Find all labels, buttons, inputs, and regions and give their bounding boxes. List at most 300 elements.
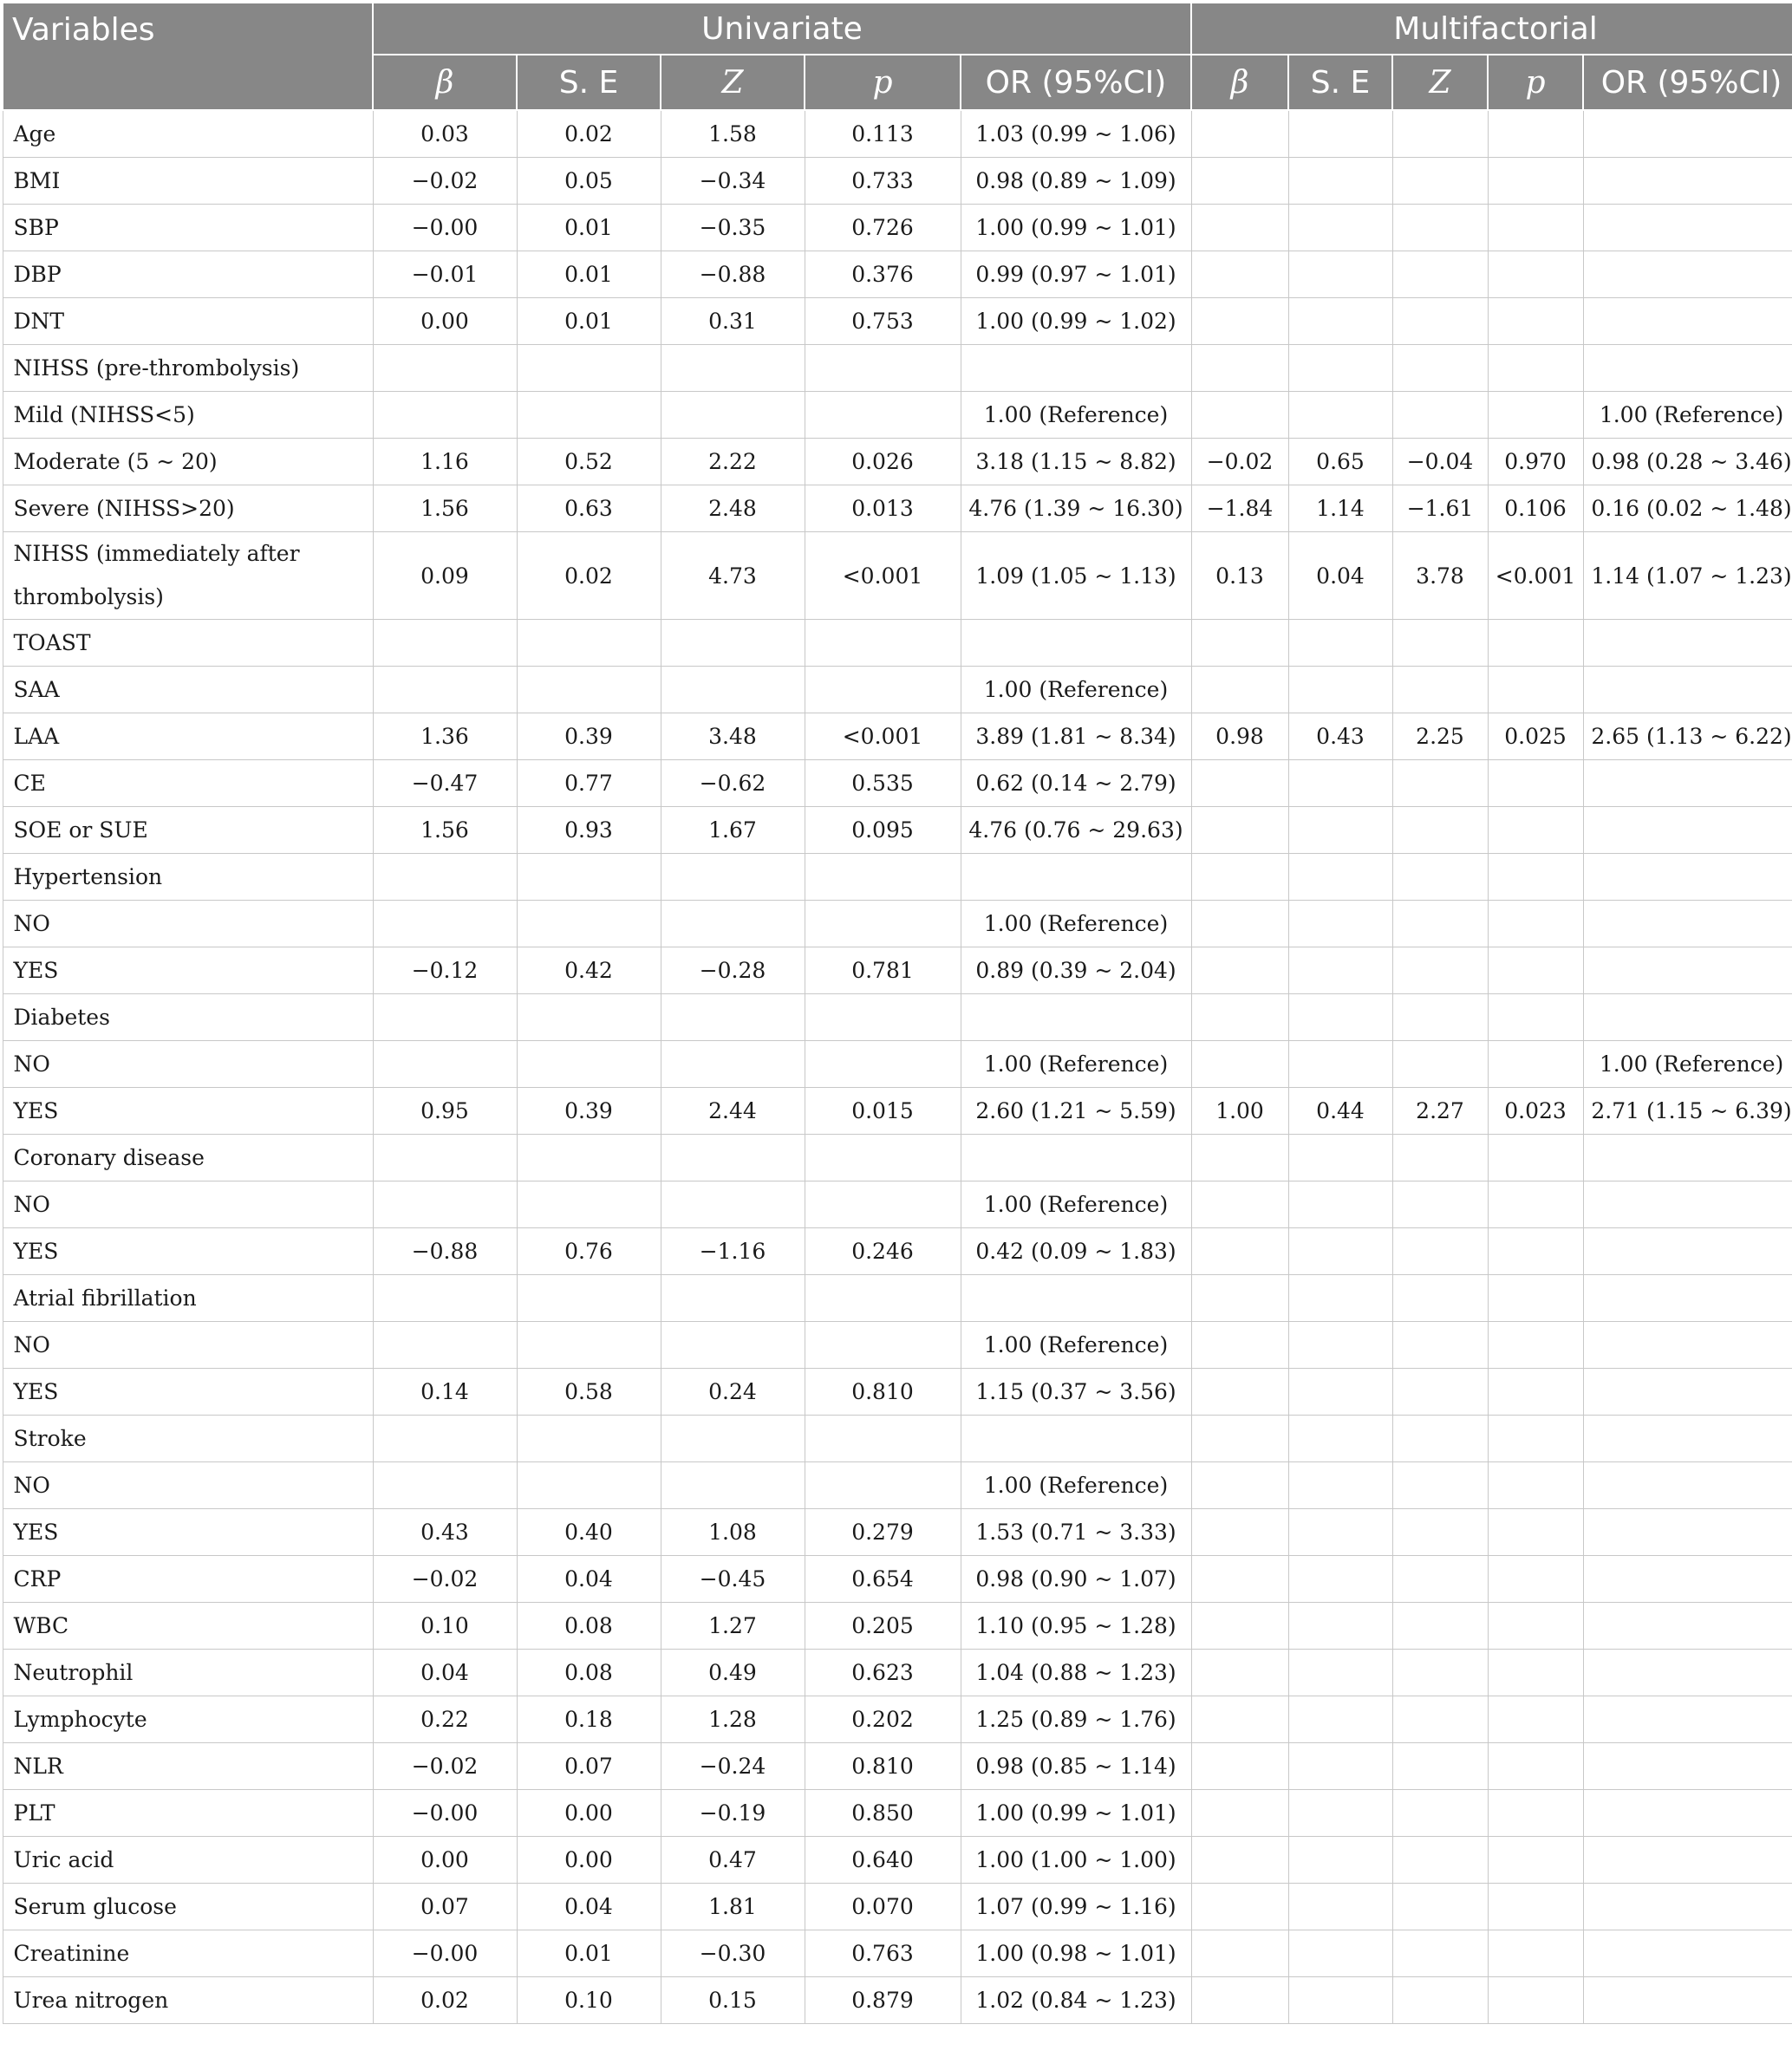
cell-uni-se	[517, 1041, 661, 1088]
cell-uni-beta: 0.00	[373, 298, 517, 345]
cell-uni-beta: −0.47	[373, 760, 517, 807]
cell-variable: Severe (NIHSS>20)	[3, 485, 373, 532]
cell-multi-or: 2.71 (1.15 ~ 6.39)	[1583, 1088, 1792, 1135]
cell-multi-p	[1488, 1930, 1583, 1977]
cell-multi-se	[1288, 947, 1392, 994]
cell-uni-or: 1.00 (Reference)	[961, 901, 1191, 947]
table-row	[3, 1228, 1792, 1275]
cell-uni-p: <0.001	[805, 713, 961, 760]
cell-multi-or	[1583, 1228, 1792, 1275]
cell-variable: NIHSS (immediately after thrombolysis)	[3, 532, 373, 620]
cell-uni-beta: −0.02	[373, 1743, 517, 1790]
cell-multi-z	[1392, 1416, 1488, 1462]
cell-multi-z	[1392, 1369, 1488, 1416]
cell-multi-se	[1288, 1977, 1392, 2024]
cell-uni-or: 1.00 (Reference)	[961, 1181, 1191, 1228]
table-row	[3, 485, 1792, 532]
cell-uni-z: −0.62	[661, 760, 805, 807]
cell-multi-p	[1488, 1837, 1583, 1884]
cell-uni-beta: −0.88	[373, 1228, 517, 1275]
cell-uni-se	[517, 1135, 661, 1181]
cell-uni-beta: −0.02	[373, 158, 517, 205]
cell-variable: NO	[3, 1322, 373, 1369]
cell-uni-beta: −0.00	[373, 1790, 517, 1837]
cell-multi-z: −0.04	[1392, 439, 1488, 485]
cell-uni-or: 3.18 (1.15 ~ 8.82)	[961, 439, 1191, 485]
header-multifactorial: Multifactorial	[1191, 3, 1792, 55]
cell-uni-z: 0.47	[661, 1837, 805, 1884]
cell-uni-beta: 0.95	[373, 1088, 517, 1135]
cell-uni-se	[517, 1462, 661, 1509]
cell-uni-or: 1.09 (1.05 ~ 1.13)	[961, 532, 1191, 620]
cell-uni-or: 1.00 (Reference)	[961, 1322, 1191, 1369]
cell-uni-z	[661, 620, 805, 667]
cell-multi-z	[1392, 667, 1488, 713]
cell-uni-or: 1.00 (0.99 ~ 1.02)	[961, 298, 1191, 345]
cell-multi-p	[1488, 667, 1583, 713]
cell-multi-or	[1583, 1790, 1792, 1837]
table-row	[3, 1650, 1792, 1696]
cell-uni-se: 0.04	[517, 1556, 661, 1603]
cell-multi-p	[1488, 1275, 1583, 1322]
cell-multi-se	[1288, 1462, 1392, 1509]
cell-multi-p	[1488, 901, 1583, 947]
cell-uni-se: 0.04	[517, 1884, 661, 1930]
cell-multi-beta	[1191, 158, 1288, 205]
cell-multi-z	[1392, 1977, 1488, 2024]
cell-uni-beta: 0.09	[373, 532, 517, 620]
cell-multi-z	[1392, 1462, 1488, 1509]
cell-uni-se: 0.39	[517, 713, 661, 760]
col-uni-beta: β	[373, 55, 517, 110]
cell-multi-z: 3.78	[1392, 532, 1488, 620]
cell-uni-p	[805, 1416, 961, 1462]
cell-multi-se	[1288, 807, 1392, 854]
cell-multi-p: 0.970	[1488, 439, 1583, 485]
cell-uni-z: 3.48	[661, 713, 805, 760]
cell-uni-p: 0.623	[805, 1650, 961, 1696]
cell-multi-or: 0.98 (0.28 ~ 3.46)	[1583, 439, 1792, 485]
cell-multi-or	[1583, 110, 1792, 158]
cell-uni-p: 0.753	[805, 298, 961, 345]
cell-multi-beta	[1191, 1650, 1288, 1696]
cell-uni-or: 1.25 (0.89 ~ 1.76)	[961, 1696, 1191, 1743]
cell-uni-z: 1.08	[661, 1509, 805, 1556]
cell-multi-se	[1288, 1369, 1392, 1416]
table-row	[3, 439, 1792, 485]
cell-uni-z: 2.22	[661, 439, 805, 485]
cell-uni-z: −0.35	[661, 205, 805, 251]
cell-uni-beta	[373, 854, 517, 901]
table-row	[3, 713, 1792, 760]
cell-uni-z: 1.67	[661, 807, 805, 854]
table-row	[3, 1696, 1792, 1743]
cell-uni-or: 1.00 (Reference)	[961, 1041, 1191, 1088]
cell-uni-or: 0.98 (0.90 ~ 1.07)	[961, 1556, 1191, 1603]
cell-uni-se: 0.02	[517, 532, 661, 620]
cell-uni-p: 0.850	[805, 1790, 961, 1837]
cell-multi-z	[1392, 1135, 1488, 1181]
cell-uni-se	[517, 901, 661, 947]
cell-multi-p	[1488, 947, 1583, 994]
table-row	[3, 1884, 1792, 1930]
cell-multi-se	[1288, 854, 1392, 901]
cell-uni-se: 0.93	[517, 807, 661, 854]
cell-multi-p	[1488, 807, 1583, 854]
cell-uni-se	[517, 345, 661, 392]
table-row	[3, 532, 1792, 620]
cell-multi-p	[1488, 620, 1583, 667]
cell-uni-p	[805, 620, 961, 667]
cell-uni-z: 0.15	[661, 1977, 805, 2024]
cell-uni-p: 0.879	[805, 1977, 961, 2024]
cell-multi-se	[1288, 1930, 1392, 1977]
cell-uni-p	[805, 345, 961, 392]
cell-uni-z	[661, 1041, 805, 1088]
cell-multi-se	[1288, 620, 1392, 667]
cell-variable: WBC	[3, 1603, 373, 1650]
table-row	[3, 158, 1792, 205]
cell-multi-or	[1583, 1135, 1792, 1181]
cell-multi-p	[1488, 1041, 1583, 1088]
cell-uni-z: −0.28	[661, 947, 805, 994]
cell-variable: NO	[3, 1462, 373, 1509]
cell-multi-beta	[1191, 298, 1288, 345]
cell-multi-beta	[1191, 1930, 1288, 1977]
cell-uni-z	[661, 1181, 805, 1228]
cell-uni-se: 0.00	[517, 1837, 661, 1884]
cell-multi-beta: 0.98	[1191, 713, 1288, 760]
table-row	[3, 1930, 1792, 1977]
col-multi-or: OR (95%CI)	[1583, 55, 1792, 110]
cell-multi-p	[1488, 1369, 1583, 1416]
col-multi-beta: β	[1191, 55, 1288, 110]
cell-uni-p	[805, 994, 961, 1041]
table-row	[3, 760, 1792, 807]
cell-multi-z	[1392, 158, 1488, 205]
cell-multi-or	[1583, 667, 1792, 713]
cell-multi-p	[1488, 1509, 1583, 1556]
cell-uni-or: 1.00 (Reference)	[961, 667, 1191, 713]
cell-uni-z: −0.45	[661, 1556, 805, 1603]
cell-variable: YES	[3, 1088, 373, 1135]
cell-uni-p	[805, 854, 961, 901]
cell-multi-z	[1392, 1603, 1488, 1650]
cell-uni-p	[805, 901, 961, 947]
cell-multi-or	[1583, 1603, 1792, 1650]
cell-uni-z: 1.81	[661, 1884, 805, 1930]
cell-multi-se	[1288, 667, 1392, 713]
cell-uni-p: 0.810	[805, 1369, 961, 1416]
cell-multi-se	[1288, 251, 1392, 298]
header-univariate: Univariate	[373, 3, 1191, 55]
cell-multi-z	[1392, 1743, 1488, 1790]
table-row	[3, 1181, 1792, 1228]
cell-uni-or: 4.76 (0.76 ~ 29.63)	[961, 807, 1191, 854]
cell-variable: DNT	[3, 298, 373, 345]
cell-multi-z	[1392, 1556, 1488, 1603]
cell-multi-beta	[1191, 1884, 1288, 1930]
cell-multi-z	[1392, 1228, 1488, 1275]
cell-multi-se	[1288, 1041, 1392, 1088]
cell-uni-or: 0.98 (0.85 ~ 1.14)	[961, 1743, 1191, 1790]
cell-multi-se	[1288, 205, 1392, 251]
cell-uni-se: 0.52	[517, 439, 661, 485]
cell-variable: CRP	[3, 1556, 373, 1603]
cell-uni-or: 1.00 (Reference)	[961, 1462, 1191, 1509]
cell-multi-beta	[1191, 1322, 1288, 1369]
cell-uni-p: 0.015	[805, 1088, 961, 1135]
cell-multi-se: 0.04	[1288, 532, 1392, 620]
cell-multi-beta	[1191, 854, 1288, 901]
cell-multi-or	[1583, 1650, 1792, 1696]
cell-uni-z: −0.88	[661, 251, 805, 298]
table-row	[3, 298, 1792, 345]
cell-uni-p: 0.781	[805, 947, 961, 994]
cell-multi-or	[1583, 1884, 1792, 1930]
cell-uni-se: 0.63	[517, 485, 661, 532]
cell-multi-beta	[1191, 807, 1288, 854]
cell-uni-beta: 1.16	[373, 439, 517, 485]
table-row	[3, 994, 1792, 1041]
cell-uni-p: 0.095	[805, 807, 961, 854]
cell-uni-se	[517, 1322, 661, 1369]
table-row	[3, 807, 1792, 854]
cell-multi-z	[1392, 1790, 1488, 1837]
cell-uni-se	[517, 667, 661, 713]
cell-uni-beta: 0.22	[373, 1696, 517, 1743]
cell-uni-beta	[373, 1275, 517, 1322]
cell-multi-p: 0.023	[1488, 1088, 1583, 1135]
cell-variable: SOE or SUE	[3, 807, 373, 854]
cell-uni-z	[661, 667, 805, 713]
cell-multi-or	[1583, 1416, 1792, 1462]
table-row	[3, 854, 1792, 901]
cell-multi-se	[1288, 1650, 1392, 1696]
cell-uni-beta: 1.56	[373, 807, 517, 854]
cell-multi-or: 1.00 (Reference)	[1583, 1041, 1792, 1088]
col-multi-se: S. E	[1288, 55, 1392, 110]
cell-uni-beta	[373, 345, 517, 392]
cell-uni-se: 0.07	[517, 1743, 661, 1790]
cell-uni-p	[805, 667, 961, 713]
cell-multi-p	[1488, 1462, 1583, 1509]
cell-variable: Uric acid	[3, 1837, 373, 1884]
cell-variable: YES	[3, 1228, 373, 1275]
cell-uni-beta: 0.03	[373, 110, 517, 158]
cell-multi-beta	[1191, 345, 1288, 392]
cell-uni-z	[661, 1322, 805, 1369]
cell-uni-p: 0.013	[805, 485, 961, 532]
cell-multi-z	[1392, 251, 1488, 298]
table-row	[3, 667, 1792, 713]
cell-uni-z: −1.16	[661, 1228, 805, 1275]
cell-multi-z	[1392, 1181, 1488, 1228]
cell-multi-beta	[1191, 1696, 1288, 1743]
cell-uni-z: 2.48	[661, 485, 805, 532]
cell-multi-or: 0.16 (0.02 ~ 1.48)	[1583, 485, 1792, 532]
cell-multi-se	[1288, 1743, 1392, 1790]
cell-multi-beta	[1191, 1041, 1288, 1088]
cell-variable: Coronary disease	[3, 1135, 373, 1181]
cell-variable: Creatinine	[3, 1930, 373, 1977]
cell-multi-beta	[1191, 947, 1288, 994]
cell-multi-se	[1288, 1884, 1392, 1930]
cell-variable: NO	[3, 1041, 373, 1088]
cell-uni-p	[805, 1275, 961, 1322]
cell-multi-or: 1.14 (1.07 ~ 1.23)	[1583, 532, 1792, 620]
cell-uni-se	[517, 392, 661, 439]
cell-uni-beta	[373, 1041, 517, 1088]
cell-uni-z	[661, 854, 805, 901]
regression-table	[2, 2, 1792, 2024]
cell-uni-beta: −0.02	[373, 1556, 517, 1603]
cell-multi-or: 1.00 (Reference)	[1583, 392, 1792, 439]
cell-multi-or	[1583, 345, 1792, 392]
cell-multi-beta	[1191, 901, 1288, 947]
table-row	[3, 1556, 1792, 1603]
cell-uni-or	[961, 345, 1191, 392]
cell-multi-z: 2.25	[1392, 713, 1488, 760]
cell-variable: TOAST	[3, 620, 373, 667]
table-row	[3, 1369, 1792, 1416]
cell-multi-beta: −0.02	[1191, 439, 1288, 485]
cell-multi-or	[1583, 205, 1792, 251]
cell-multi-se	[1288, 345, 1392, 392]
cell-uni-or: 1.00 (0.98 ~ 1.01)	[961, 1930, 1191, 1977]
cell-multi-beta	[1191, 1603, 1288, 1650]
cell-variable: Neutrophil	[3, 1650, 373, 1696]
cell-uni-p: 0.070	[805, 1884, 961, 1930]
cell-uni-z: −0.19	[661, 1790, 805, 1837]
cell-uni-or: 1.15 (0.37 ~ 3.56)	[961, 1369, 1191, 1416]
cell-multi-se: 0.43	[1288, 713, 1392, 760]
cell-multi-p	[1488, 1603, 1583, 1650]
cell-uni-se: 0.08	[517, 1603, 661, 1650]
cell-multi-z	[1392, 1930, 1488, 1977]
cell-multi-p	[1488, 1228, 1583, 1275]
cell-multi-beta	[1191, 1135, 1288, 1181]
cell-uni-or: 1.02 (0.84 ~ 1.23)	[961, 1977, 1191, 2024]
cell-uni-or: 3.89 (1.81 ~ 8.34)	[961, 713, 1191, 760]
cell-multi-p	[1488, 1416, 1583, 1462]
cell-multi-or	[1583, 1275, 1792, 1322]
cell-multi-se	[1288, 760, 1392, 807]
cell-multi-beta: −1.84	[1191, 485, 1288, 532]
cell-uni-z	[661, 1416, 805, 1462]
cell-uni-se: 0.42	[517, 947, 661, 994]
cell-multi-se	[1288, 110, 1392, 158]
cell-multi-z	[1392, 620, 1488, 667]
cell-multi-z	[1392, 110, 1488, 158]
cell-uni-or	[961, 994, 1191, 1041]
cell-variable: YES	[3, 947, 373, 994]
cell-multi-beta	[1191, 1790, 1288, 1837]
cell-multi-or	[1583, 1181, 1792, 1228]
table-row	[3, 1135, 1792, 1181]
cell-uni-beta	[373, 901, 517, 947]
table-row	[3, 1743, 1792, 1790]
cell-uni-or	[961, 620, 1191, 667]
cell-variable: PLT	[3, 1790, 373, 1837]
cell-multi-z	[1392, 205, 1488, 251]
cell-uni-beta	[373, 620, 517, 667]
cell-variable: NO	[3, 1181, 373, 1228]
cell-multi-p	[1488, 298, 1583, 345]
cell-multi-se	[1288, 392, 1392, 439]
cell-multi-p	[1488, 1790, 1583, 1837]
cell-multi-se	[1288, 901, 1392, 947]
cell-uni-or: 4.76 (1.39 ~ 16.30)	[961, 485, 1191, 532]
cell-uni-z: 1.28	[661, 1696, 805, 1743]
cell-multi-se	[1288, 1696, 1392, 1743]
cell-multi-beta	[1191, 620, 1288, 667]
cell-uni-or: 0.62 (0.14 ~ 2.79)	[961, 760, 1191, 807]
cell-multi-z	[1392, 947, 1488, 994]
cell-uni-z	[661, 1275, 805, 1322]
cell-multi-beta	[1191, 1275, 1288, 1322]
cell-uni-beta	[373, 1462, 517, 1509]
cell-multi-se	[1288, 1228, 1392, 1275]
cell-multi-or	[1583, 1556, 1792, 1603]
cell-multi-se	[1288, 1322, 1392, 1369]
cell-multi-beta: 1.00	[1191, 1088, 1288, 1135]
cell-multi-p	[1488, 854, 1583, 901]
cell-uni-beta: 0.04	[373, 1650, 517, 1696]
col-uni-or: OR (95%CI)	[961, 55, 1191, 110]
cell-uni-z: 4.73	[661, 532, 805, 620]
cell-multi-z: 2.27	[1392, 1088, 1488, 1135]
cell-uni-se: 0.76	[517, 1228, 661, 1275]
cell-multi-or	[1583, 1696, 1792, 1743]
cell-multi-z	[1392, 1275, 1488, 1322]
col-uni-z: Z	[661, 55, 805, 110]
cell-uni-se: 0.18	[517, 1696, 661, 1743]
cell-variable: Hypertension	[3, 854, 373, 901]
table-row	[3, 901, 1792, 947]
header-variables: Variables	[3, 3, 373, 110]
cell-uni-se: 0.01	[517, 205, 661, 251]
cell-multi-se	[1288, 298, 1392, 345]
cell-multi-p	[1488, 158, 1583, 205]
cell-multi-beta	[1191, 1462, 1288, 1509]
cell-uni-p	[805, 1462, 961, 1509]
table-row	[3, 1790, 1792, 1837]
cell-uni-beta	[373, 392, 517, 439]
table-row	[3, 1509, 1792, 1556]
cell-uni-beta	[373, 1181, 517, 1228]
table-header	[3, 3, 1792, 110]
cell-multi-se	[1288, 1275, 1392, 1322]
cell-uni-or: 1.00 (0.99 ~ 1.01)	[961, 205, 1191, 251]
cell-uni-or: 0.98 (0.89 ~ 1.09)	[961, 158, 1191, 205]
cell-multi-or	[1583, 1837, 1792, 1884]
cell-variable: Mild (NIHSS<5)	[3, 392, 373, 439]
cell-multi-beta	[1191, 110, 1288, 158]
col-uni-p: p	[805, 55, 961, 110]
cell-uni-p: 0.376	[805, 251, 961, 298]
cell-uni-or: 1.53 (0.71 ~ 3.33)	[961, 1509, 1191, 1556]
table-row	[3, 110, 1792, 158]
cell-uni-se: 0.01	[517, 298, 661, 345]
cell-uni-p: 0.535	[805, 760, 961, 807]
cell-multi-beta	[1191, 205, 1288, 251]
cell-multi-p	[1488, 345, 1583, 392]
cell-uni-z	[661, 392, 805, 439]
table-row	[3, 1088, 1792, 1135]
cell-multi-or	[1583, 1930, 1792, 1977]
cell-uni-se	[517, 1275, 661, 1322]
